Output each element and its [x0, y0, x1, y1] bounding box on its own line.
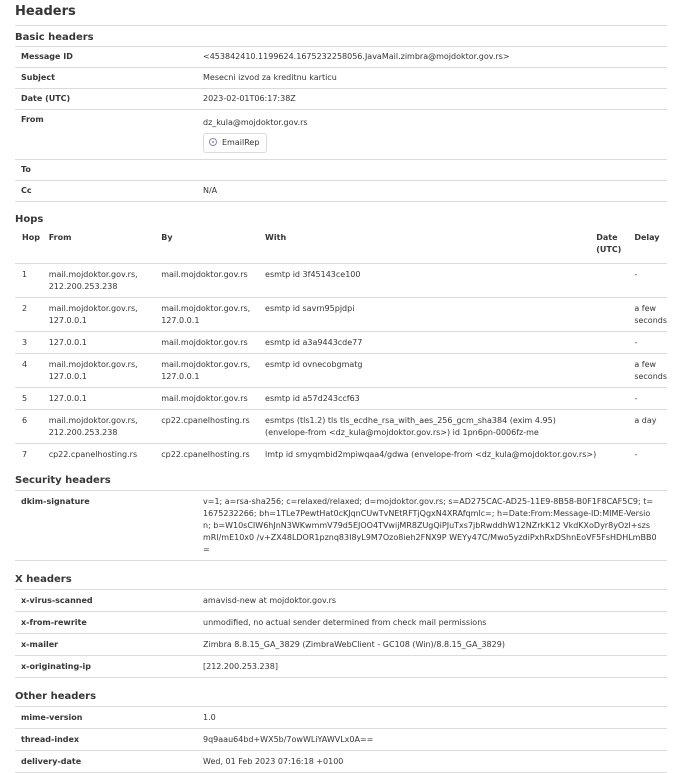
header-key: x-mailer: [15, 634, 202, 656]
header-value: unmodified, no actual sender determined from check mail permissions: [202, 612, 667, 634]
hop-by: mail.mojdoktor.gov.rs: [161, 332, 265, 354]
basic-headers-table: [15, 47, 667, 202]
table-row: [15, 298, 667, 332]
hop-delay: -: [634, 264, 667, 298]
col-hop: Hop: [15, 226, 49, 264]
header-value: [202, 160, 667, 181]
header-value: 1.0: [202, 707, 667, 729]
from-address: dz_kula@mojdoktor.gov.rs: [203, 118, 308, 127]
emailrep-icon: [209, 138, 217, 146]
header-value: 9q9aau64bd+WX5b/7owWLiYAWVLx0A==: [202, 729, 667, 751]
col-delay: Delay: [634, 226, 667, 264]
header-key: Subject: [15, 68, 202, 89]
table-row: [15, 332, 667, 354]
header-key: delivery-date: [15, 751, 202, 773]
col-date: Date (UTC): [596, 226, 634, 264]
header-value: 2023-02-01T06:17:38Z: [202, 89, 667, 110]
header-key: x-from-rewrite: [15, 612, 202, 634]
col-from: From: [49, 226, 162, 264]
header-key: From: [15, 110, 202, 160]
hops-title: Hops: [15, 214, 44, 225]
header-value: amavisd-new at mojdoktor.gov.rs: [202, 590, 667, 612]
hop-with: esmtps (tls1.2) tls tls_ecdhe_rsa_with_aes_256_gcm_sha384 (exim 4.95) (envelope-from <dz_kula@mojdoktor.gov.rs>) id 1pn6pn-0006fz-me: [265, 410, 596, 444]
hop-from: cp22.cpanelhosting.rs: [48, 450, 138, 459]
hop-by: mail.mojdoktor.gov.rs, 127.0.0.1: [161, 354, 265, 388]
hop-from: mail.mojdoktor.gov.rs, 127.0.0.1: [49, 354, 162, 388]
table-row: [15, 354, 667, 388]
hop-with: esmtp id ovnecobgmatg: [265, 354, 596, 388]
header-value: <453842410.1199624.1675232258056.JavaMail.zimbra@mojdoktor.gov.rs>: [202, 47, 667, 68]
table-row: [15, 751, 667, 773]
hop-from: mail.mojdoktor.gov.rs, 212.200.253.238: [49, 264, 162, 298]
table-row: [15, 264, 667, 298]
col-by: By: [161, 226, 265, 264]
header-key: dkim-signature: [15, 491, 202, 561]
table-row: [15, 491, 667, 561]
header-key: x-virus-scanned: [15, 590, 202, 612]
hop-with: esmtp id savrn95pjdpi: [265, 298, 596, 332]
hop-number: 1: [15, 264, 49, 298]
table-row: [15, 410, 667, 444]
hop-number: 6: [15, 410, 49, 444]
other-headers-title: Other headers: [15, 678, 667, 707]
table-row: [15, 68, 667, 89]
header-value: Wed, 01 Feb 2023 07:16:18 +0100: [202, 751, 667, 773]
hop-with: esmtp id a57d243ccf63: [265, 388, 596, 410]
col-with: With: [265, 226, 596, 264]
hop-by: mail.mojdoktor.gov.rs, 127.0.0.1: [161, 298, 265, 332]
header-value: Zimbra 8.8.15_GA_3829 (ZimbraWebClient - GC108 (Win)/8.8.15_GA_3829): [202, 634, 667, 656]
hop-from: mail.mojdoktor.gov.rs, 127.0.0.1: [49, 298, 162, 332]
page-title: Headers: [15, 0, 667, 26]
header-key: mime-version: [15, 707, 202, 729]
table-row: [15, 729, 667, 751]
hop-by: mail.mojdoktor.gov.rs: [161, 264, 265, 298]
hop-number: 4: [15, 354, 49, 388]
security-headers-table: [15, 491, 667, 561]
header-value: v=1; a=rsa-sha256; c=relaxed/relaxed; d=mojdoktor.gov.rs; s=AD275CAC-AD25-11E9-8B58-B0F1F8CAF5C9; t=1675232266; bh=1TLe7PewtHat0cKJqnCUwTvNEtRFTjQgxN4XRAfqmlc=; h=Date:From:Message-ID:MIME-Version; b=W10sCIW6hJnN3WKwmmV79d5EJOO4TVwijMR8ZUgQiPJuTxs7jbRwddhW12NZrkK12 VkdKXoDyr8yOzI+szsmRl/mE10x0 /v+ZX48LDOR1pznq83I8yL9M7Ozo8ieh2FNX9P WEYy47C/Mwo5yzdiPxhRxDShnEoVF5FsHDHLmBB0=: [202, 491, 667, 561]
hop-number: 5: [15, 388, 49, 410]
header-value: [212.200.253.238]: [202, 656, 667, 678]
table-row: [15, 656, 667, 678]
header-key: Cc: [15, 181, 202, 202]
other-headers-table: [15, 707, 667, 773]
hop-delay: a few seconds: [634, 298, 667, 332]
x-headers-table: [15, 590, 667, 678]
emailrep-button[interactable]: [203, 133, 267, 153]
hop-delay: -: [634, 450, 638, 459]
hop-from: 127.0.0.1: [49, 388, 162, 410]
security-headers-title: Security headers: [15, 465, 667, 491]
table-row: [15, 89, 667, 110]
table-row: [15, 181, 667, 202]
hop-by: mail.mojdoktor.gov.rs: [161, 388, 265, 410]
header-key: thread-index: [15, 729, 202, 751]
hop-by: cp22.cpanelhosting.rs: [161, 410, 265, 444]
hop-date: [596, 298, 634, 332]
header-value: Mesecni izvod za kreditnu karticu: [202, 68, 667, 89]
hops-table: [15, 226, 667, 465]
hop-from: 127.0.0.1: [49, 332, 162, 354]
hop-number: 2: [15, 298, 49, 332]
hop-from: mail.mojdoktor.gov.rs, 212.200.253.238: [49, 410, 162, 444]
header-key: Message ID: [15, 47, 202, 68]
hop-date: [596, 410, 634, 444]
hop-with: esmtp id a3a9443cde77: [265, 332, 596, 354]
header-key: To: [15, 160, 202, 181]
hop-delay: a few seconds: [634, 354, 667, 388]
hop-date: [596, 444, 634, 466]
hop-with: esmtp id 3f45143ce100: [265, 264, 596, 298]
table-row: [15, 634, 667, 656]
hop-delay: -: [634, 388, 667, 410]
table-row: [15, 612, 667, 634]
header-key: Date (UTC): [15, 89, 202, 110]
header-key: x-originating-ip: [15, 656, 202, 678]
table-row: [15, 388, 667, 410]
emailrep-label: EmailRep: [222, 138, 260, 147]
table-row: [15, 110, 667, 160]
hop-delay: -: [634, 332, 667, 354]
table-row: [15, 160, 667, 181]
hop-date: [596, 354, 634, 388]
basic-headers-title: Basic headers: [15, 26, 667, 47]
hop-by: cp22.cpanelhosting.rs: [161, 450, 250, 459]
table-row: [15, 590, 667, 612]
hops-header-row: [15, 226, 667, 264]
hop-date: [596, 332, 634, 354]
table-row: [15, 47, 667, 68]
hop-with: lmtp id smyqmbid2mpiwqaa4/gdwa (envelope-from <dz_kula@mojdoktor.gov.rs>): [265, 450, 597, 459]
hop-number: 7: [22, 450, 28, 459]
hop-delay: a day: [634, 410, 667, 444]
hop-date: [596, 264, 634, 298]
hop-number: 3: [15, 332, 49, 354]
header-value: N/A: [202, 181, 667, 202]
x-headers-title: X headers: [15, 561, 667, 590]
hop-date: [596, 388, 634, 410]
table-row: [15, 444, 667, 466]
table-row: [15, 707, 667, 729]
